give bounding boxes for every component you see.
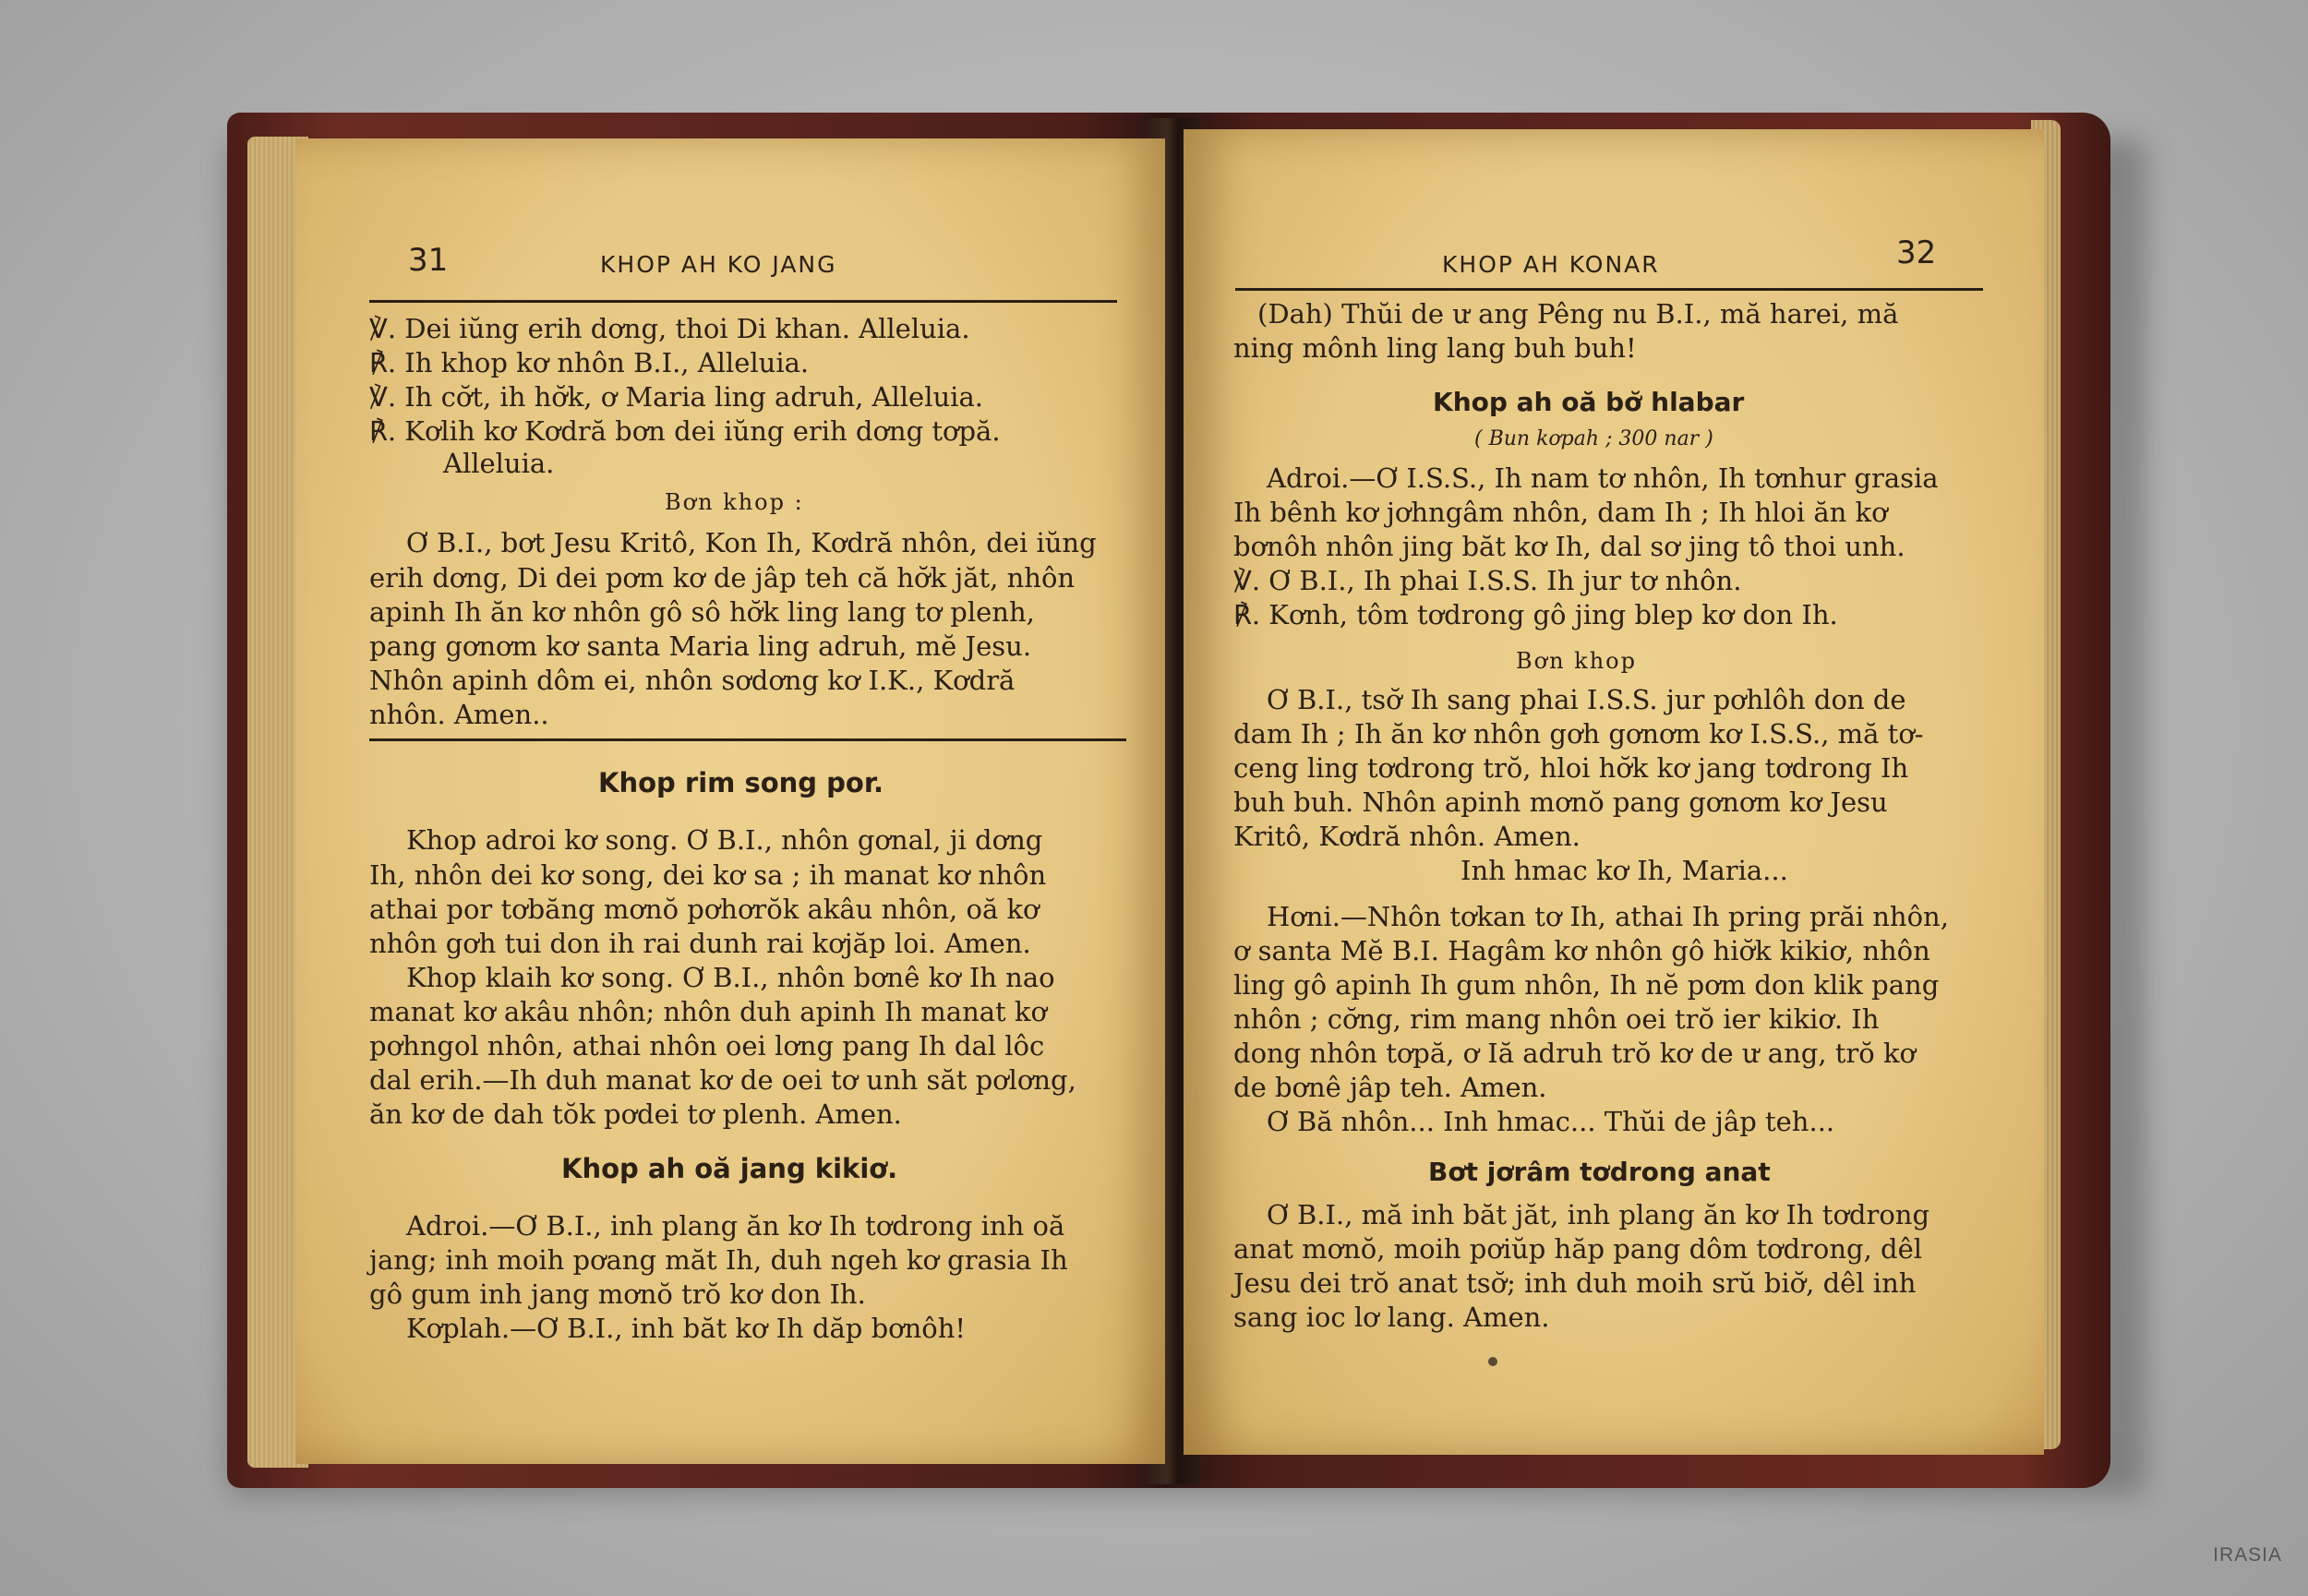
text-line: Ơ B.I., bơt Jesu Kritô, Kon Ih, Kơdră nhôn, dei iŭng [406,527,1097,558]
text-line: manat kơ akâu nhôn; nhôn duh apinh Ih manat kơ [369,996,1047,1027]
text-line: dam Ih ; Ih ăn kơ nhôn gơh gơnơm kơ I.S.S., mă tơ- [1233,718,1924,750]
text-line: ăn kơ de dah tŏk pơdei tơ plenh. Amen. [369,1098,902,1130]
text-line: buh buh. Nhôn apinh mơnŏ pang gơnơm kơ Jesu [1233,786,1888,818]
right-header-rule [1235,288,1983,291]
versicle-line: ℣. Ih cơ̆t, ih hơ̆k, ơ Maria ling adruh, Alleluia. [369,381,983,413]
text-line: Hơni.—Nhôn tơkan tơ Ih, athai Ih pring prăi nhôn, [1267,901,1949,932]
text-line: (Dah) Thŭi de ư ang Pêng nu B.I., mă harei, mă [1257,298,1899,330]
right-page-number: 32 [1896,234,1937,271]
section-heading: Bơt jơrâm tơdrong anat [1428,1157,1771,1187]
left-page [295,138,1165,1464]
text-line: Ih, nhôn dei kơ song, dei kơ sa ; ih manat kơ nhôn [369,859,1047,891]
text-line: dong nhôn tơpă, ơ Iă adruh trŏ kơ de ư ang, trŏ kơ [1233,1038,1917,1069]
text-line: nhôn gơh tui don ih rai dunh rai kơjăp loi. Amen. [369,928,1031,959]
text-line: Ơ Bă nhôn... Inh hmac... Thŭi de jâp teh... [1267,1106,1835,1137]
text-line: dal erih.—Ih duh manat kơ de oei tơ unh săt pơlơng, [369,1064,1076,1096]
text-line: Kơplah.—Ơ B.I., inh băt kơ Ih dăp bơnôh! [406,1313,967,1344]
text-line: de bơnê jâp teh. Amen. [1233,1072,1547,1103]
text-line: Kritô, Kơdră nhôn. Amen. [1233,821,1581,852]
section-subheading: Bơn khop [1516,648,1637,674]
text-line: erih dơng, Di dei pơm kơ de jâp teh că hơ̆k jăt, nhôn [369,562,1076,594]
text-line: pơhngol nhôn, athai nhôn oei lơng pang Ih dal lôc [369,1030,1045,1062]
response-line: ℟. Kơlih kơ Kơdră bơn dei iŭng erih dơng tơpă. [369,415,1001,447]
text-line: Inh hmac kơ Ih, Maria... [1461,855,1788,886]
left-page-header-title: KHOP AH KO JANG [600,251,837,278]
text-line: ơ santa Mĕ B.I. Hagâm kơ nhôn gô hiơ̆k kikiơ, nhôn [1233,935,1930,966]
response-line: ℟. Ih khop kơ nhôn B.I., Alleluia. [369,347,810,378]
right-page [1184,129,2044,1455]
text-line: anat mơnŏ, moih pơiŭp hăp pang dôm tơdrong, dêl [1233,1233,1923,1265]
text-line: pang gơnơm kơ santa Maria ling adruh, mĕ Jesu. [369,630,1032,662]
indulgence-note: ( Bun kơpah ; 300 nar ) [1474,427,1713,450]
text-line: jang; inh moih pơang măt Ih, duh ngeh kơ grasia Ih [369,1244,1068,1276]
watermark: IRASIA [2213,1544,2282,1566]
text-line: ceng ling tơdrong trŏ, hloi hơ̆k kơ jang tơdrong Ih [1233,752,1909,784]
versicle-line: ℣. Dei iŭng erih dơng, thoi Di khan. Alleluia. [369,313,970,344]
text-line: Adroi.—Ơ I.S.S., Ih nam tơ nhôn, Ih tơnhur grasia [1267,462,1939,494]
text-line: bơnôh nhôn jing băt kơ Ih, dal sơ jing tô thoi unh. [1233,531,1905,562]
text-line: Adroi.—Ơ B.I., inh plang ăn kơ Ih tơdrong inh oă [406,1210,1065,1242]
text-line: Ơ B.I., tsơ̆ Ih sang phai I.S.S. jur pơhlôh don de [1267,684,1906,715]
text-line: Khop klaih kơ song. Ơ B.I., nhôn bơnê kơ Ih nao [406,962,1055,993]
section-rule [369,738,1126,741]
text-line: Ih bênh kơ jơhngâm nhôn, dam Ih ; Ih hloi ăn kơ [1233,497,1888,528]
left-page-number: 31 [408,242,449,279]
text-line: gô gum inh jang mơnŏ trŏ kơ don Ih. [369,1278,866,1310]
response-line: ℟. Kơnh, tôm tơdrong gô jing blep kơ don Ih. [1233,599,1838,630]
text-line: nhôn ; cơ̆ng, rim mang nhôn oei trŏ ier kikiơ. Ih [1233,1003,1880,1035]
right-page-header [1184,233,2044,278]
right-page-header-title: KHOP AH KONAR [1442,251,1660,278]
left-page-header [295,242,1165,279]
text-line: ning mônh ling lang buh buh! [1233,332,1637,364]
text-line: Jesu dei trŏ anat tsơ̆; inh duh moih srŭ biơ̆, dêl inh [1233,1267,1917,1299]
versicle-line: ℣. Ơ B.I., Ih phai I.S.S. Ih jur tơ nhôn. [1233,565,1742,596]
text-line: Nhôn apinh dôm ei, nhôn sơdơng kơ I.K., Kơdră [369,665,1016,696]
text-line: ling gô apinh Ih gum nhôn, Ih nĕ pơm don klik pang [1233,969,1940,1001]
text-line: sang ioc lơ lang. Amen. [1233,1302,1550,1333]
section-heading: Khop ah oă jang kikiơ. [561,1153,898,1184]
text-line: Alleluia. [443,448,555,479]
text-line: apinh Ih ăn kơ nhôn gô sô hơ̆k ling lang tơ plenh, [369,596,1035,628]
left-header-rule [369,300,1117,303]
text-line: nhôn. Amen.. [369,699,549,730]
text-line: athai por tơbăng mơnŏ pơhơrŏk akâu nhôn, oă kơ [369,894,1040,925]
section-heading: Khop rim song por. [598,767,884,798]
text-line: Ơ B.I., mă inh băt jăt, inh plang ăn kơ Ih tơdrong [1267,1199,1930,1230]
section-subheading: Bơn khop : [665,489,804,515]
section-heading: Khop ah oă bơ̆ hlabar [1433,387,1745,417]
page-ornament-dot [1488,1357,1497,1366]
text-line: Khop adroi kơ song. Ơ B.I., nhôn gơnal, ji dơng [406,824,1043,856]
